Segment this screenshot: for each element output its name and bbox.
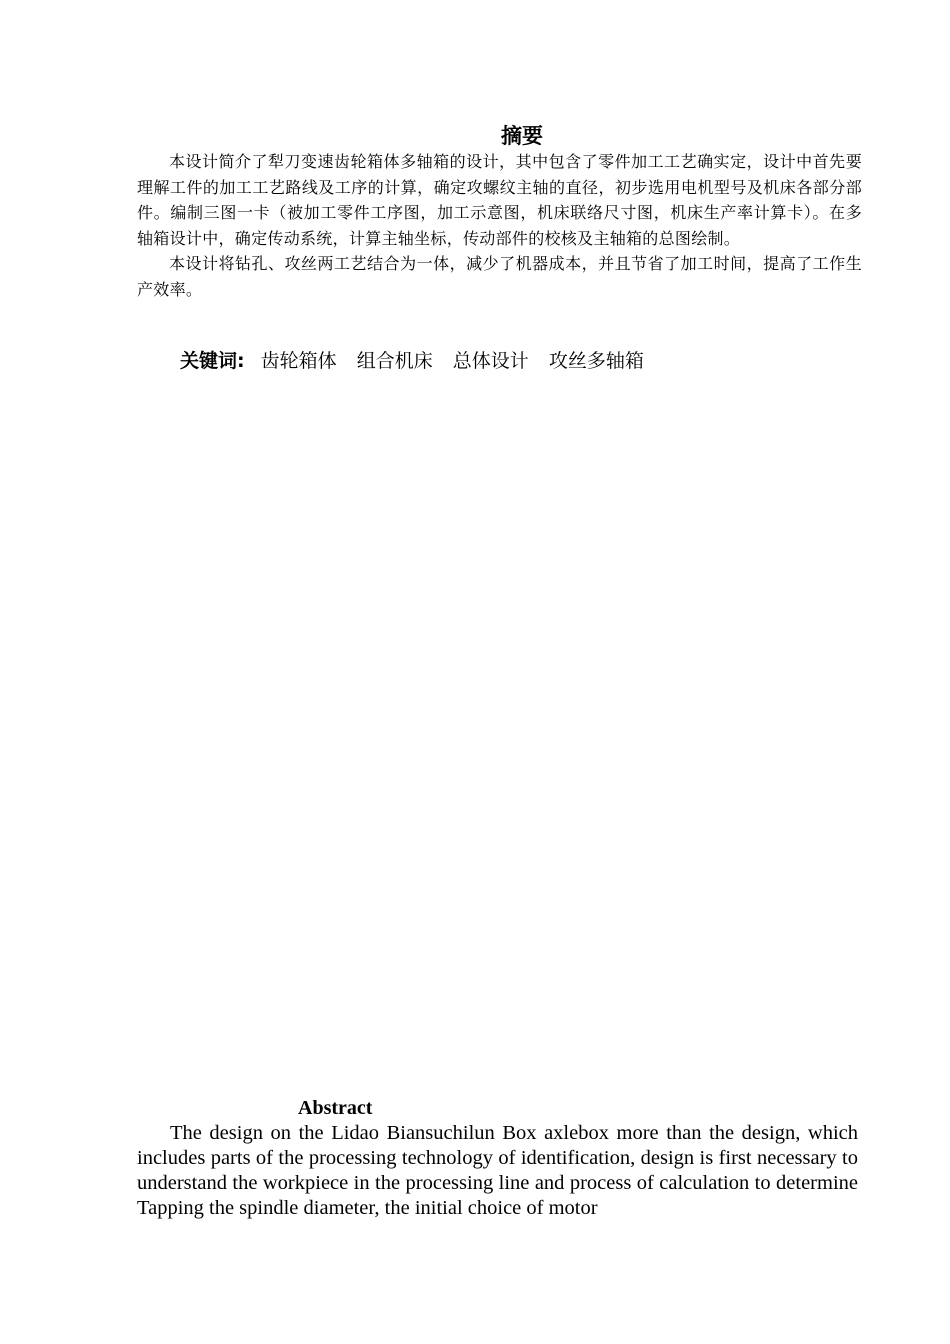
keywords-line bbox=[180, 347, 648, 375]
english-abstract-body: The design on the Lidao Biansuchilun Box axlebox more than the design, which includes parts of the processing technology of identification, design is first necessary to understand the workpiece in the processing line and process of calculation to determine Tapping the spindle diameter, the initial choice of motor bbox=[137, 1122, 858, 1219]
keyword-item: 总体设计 bbox=[452, 350, 529, 372]
keyword-item: 齿轮箱体 bbox=[260, 350, 337, 372]
chinese-abstract-paragraph: 本设计将钻孔、攻丝两工艺结合为一体，减少了机器成本，并且节省了加工时间，提高了工作生产效率。 bbox=[137, 254, 862, 299]
keywords-label: 关键词: bbox=[180, 350, 245, 372]
chinese-abstract-paragraph: 本设计简介了犁刀变速齿轮箱体多轴箱的设计，其中包含了零件加工工艺确实定，设计中首先要理解工件的加工工艺路线及工序的计算，确定攻螺纹主轴的直径，初步选用电机型号及机床各部分部件。编制三图一卡（被加工零件工序图，加工示意图，机床联络尺寸图，机床生产率计算卡）。在多轴箱设计中，确定传动系统，计算主轴坐标，传动部件的校核及主轴箱的总图绘制。 bbox=[137, 152, 862, 248]
chinese-abstract-title: 摘要 bbox=[501, 124, 543, 148]
chinese-abstract-body bbox=[137, 149, 862, 302]
keyword-item: 组合机床 bbox=[356, 350, 433, 372]
english-abstract-title: Abstract bbox=[298, 1097, 373, 1119]
keyword-item: 攻丝多轴箱 bbox=[548, 350, 644, 372]
